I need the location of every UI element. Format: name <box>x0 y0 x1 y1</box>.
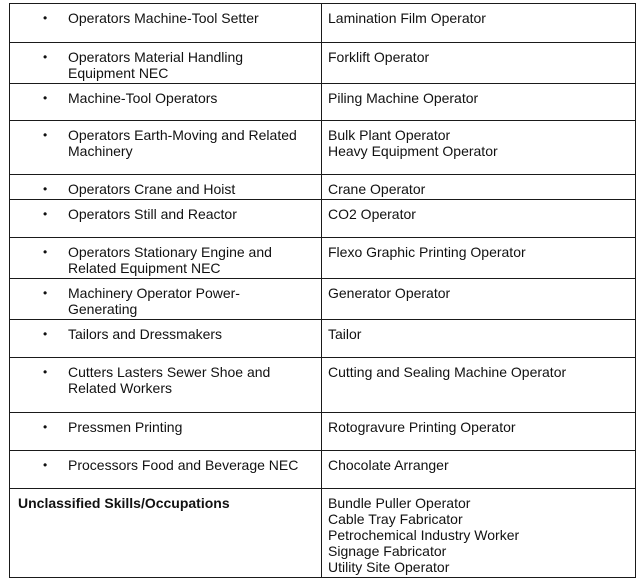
occupation-group-text: Operators Earth-Moving and Related <box>68 127 297 143</box>
occupation-group-cell <box>10 451 322 489</box>
occupation-group-text: Operators Crane and Hoist <box>68 181 236 197</box>
occupation-group-text: Tailors and Dressmakers <box>68 326 223 342</box>
bullet-icon: • <box>43 182 48 196</box>
bullet-icon: • <box>43 327 48 341</box>
bullet-icon: • <box>43 50 48 64</box>
table-row <box>10 413 636 451</box>
bullet-icon: • <box>43 365 48 379</box>
table-row <box>10 358 636 413</box>
unclassified-list-cell <box>322 489 636 578</box>
job-title-text: Generator Operator <box>328 285 451 301</box>
occupation-group-text: Related Equipment NEC <box>68 260 221 276</box>
occupation-group-text: Generating <box>68 301 138 317</box>
bullet-icon: • <box>43 458 48 472</box>
occupation-group-text: Pressmen Printing <box>68 419 183 435</box>
occupation-group-cell <box>10 121 322 175</box>
job-title-cell <box>322 320 636 358</box>
occupation-group-text: Cutters Lasters Sewer Shoe and <box>68 364 271 380</box>
bullet-icon: • <box>43 286 48 300</box>
job-title-text: Cutting and Sealing Machine Operator <box>328 364 567 380</box>
occupation-group-text: Equipment NEC <box>68 65 169 81</box>
occupation-group-cell <box>10 4 322 43</box>
job-title-text: Heavy Equipment Operator <box>328 143 498 159</box>
occupation-group-text: Operators Machine-Tool Setter <box>68 10 259 26</box>
job-title-text: Petrochemical Industry Worker <box>328 527 520 543</box>
job-title-cell <box>322 84 636 121</box>
table-row <box>10 200 636 238</box>
job-title-cell <box>322 200 636 238</box>
job-title-cell <box>322 238 636 279</box>
job-title-text: Chocolate Arranger <box>328 457 449 473</box>
job-title-text: Lamination Film Operator <box>328 10 486 26</box>
occupation-group-text: Processors Food and Beverage NEC <box>68 457 299 473</box>
table-row <box>10 238 636 279</box>
occupation-group-text: Machinery <box>68 143 133 159</box>
occupation-group-text: Related Workers <box>68 380 173 396</box>
occupation-group-cell <box>10 358 322 413</box>
occupation-group-text: Machinery Operator Power- <box>68 285 240 301</box>
table-row <box>10 4 636 43</box>
job-title-cell <box>322 121 636 175</box>
bullet-icon: • <box>43 11 48 25</box>
occupation-group-cell <box>10 238 322 279</box>
table-row <box>10 84 636 121</box>
occupation-group-text: Machine-Tool Operators <box>68 90 218 106</box>
occupation-group-cell <box>10 200 322 238</box>
bullet-icon: • <box>43 91 48 105</box>
table-row <box>10 43 636 84</box>
occupation-group-cell <box>10 413 322 451</box>
job-title-text: Cable Tray Fabricator <box>328 511 463 527</box>
occupations-table <box>9 3 636 578</box>
job-title-cell <box>322 358 636 413</box>
unclassified-heading: Unclassified Skills/Occupations <box>18 495 230 511</box>
job-title-text: Flexo Graphic Printing Operator <box>328 244 526 260</box>
job-title-text: Bundle Puller Operator <box>328 495 471 511</box>
job-title-text: Signage Fabricator <box>328 543 447 559</box>
occupation-group-text: Operators Still and Reactor <box>68 206 237 222</box>
occupation-group-cell <box>10 175 322 200</box>
table-row <box>10 279 636 320</box>
job-title-text: Utility Site Operator <box>328 559 450 575</box>
job-title-text: Piling Machine Operator <box>328 90 479 106</box>
bullet-icon: • <box>43 128 48 142</box>
unclassified-heading-cell <box>10 489 322 578</box>
bullet-icon: • <box>43 420 48 434</box>
occupation-group-cell <box>10 320 322 358</box>
table-row <box>10 320 636 358</box>
job-title-text: Rotogravure Printing Operator <box>328 419 516 435</box>
bullet-icon: • <box>43 207 48 221</box>
job-title-cell <box>322 43 636 84</box>
job-title-text: Forklift Operator <box>328 49 430 65</box>
table-row <box>10 175 636 200</box>
occupation-group-text: Operators Material Handling <box>68 49 244 65</box>
occupation-group-cell <box>10 84 322 121</box>
table-row <box>10 451 636 489</box>
job-title-cell <box>322 175 636 200</box>
job-title-cell <box>322 413 636 451</box>
table-body <box>10 4 636 578</box>
table-row <box>10 121 636 175</box>
job-title-cell <box>322 451 636 489</box>
job-title-cell <box>322 4 636 43</box>
job-title-text: Bulk Plant Operator <box>328 127 451 143</box>
occupation-group-cell <box>10 279 322 320</box>
job-title-text: Tailor <box>328 326 362 342</box>
occupation-group-cell <box>10 43 322 84</box>
table-row-unclassified <box>10 489 636 578</box>
occupation-group-text: Operators Stationary Engine and <box>68 244 272 260</box>
job-title-cell <box>322 279 636 320</box>
job-title-text: CO2 Operator <box>328 206 416 222</box>
bullet-icon: • <box>43 245 48 259</box>
job-title-text: Crane Operator <box>328 181 426 197</box>
